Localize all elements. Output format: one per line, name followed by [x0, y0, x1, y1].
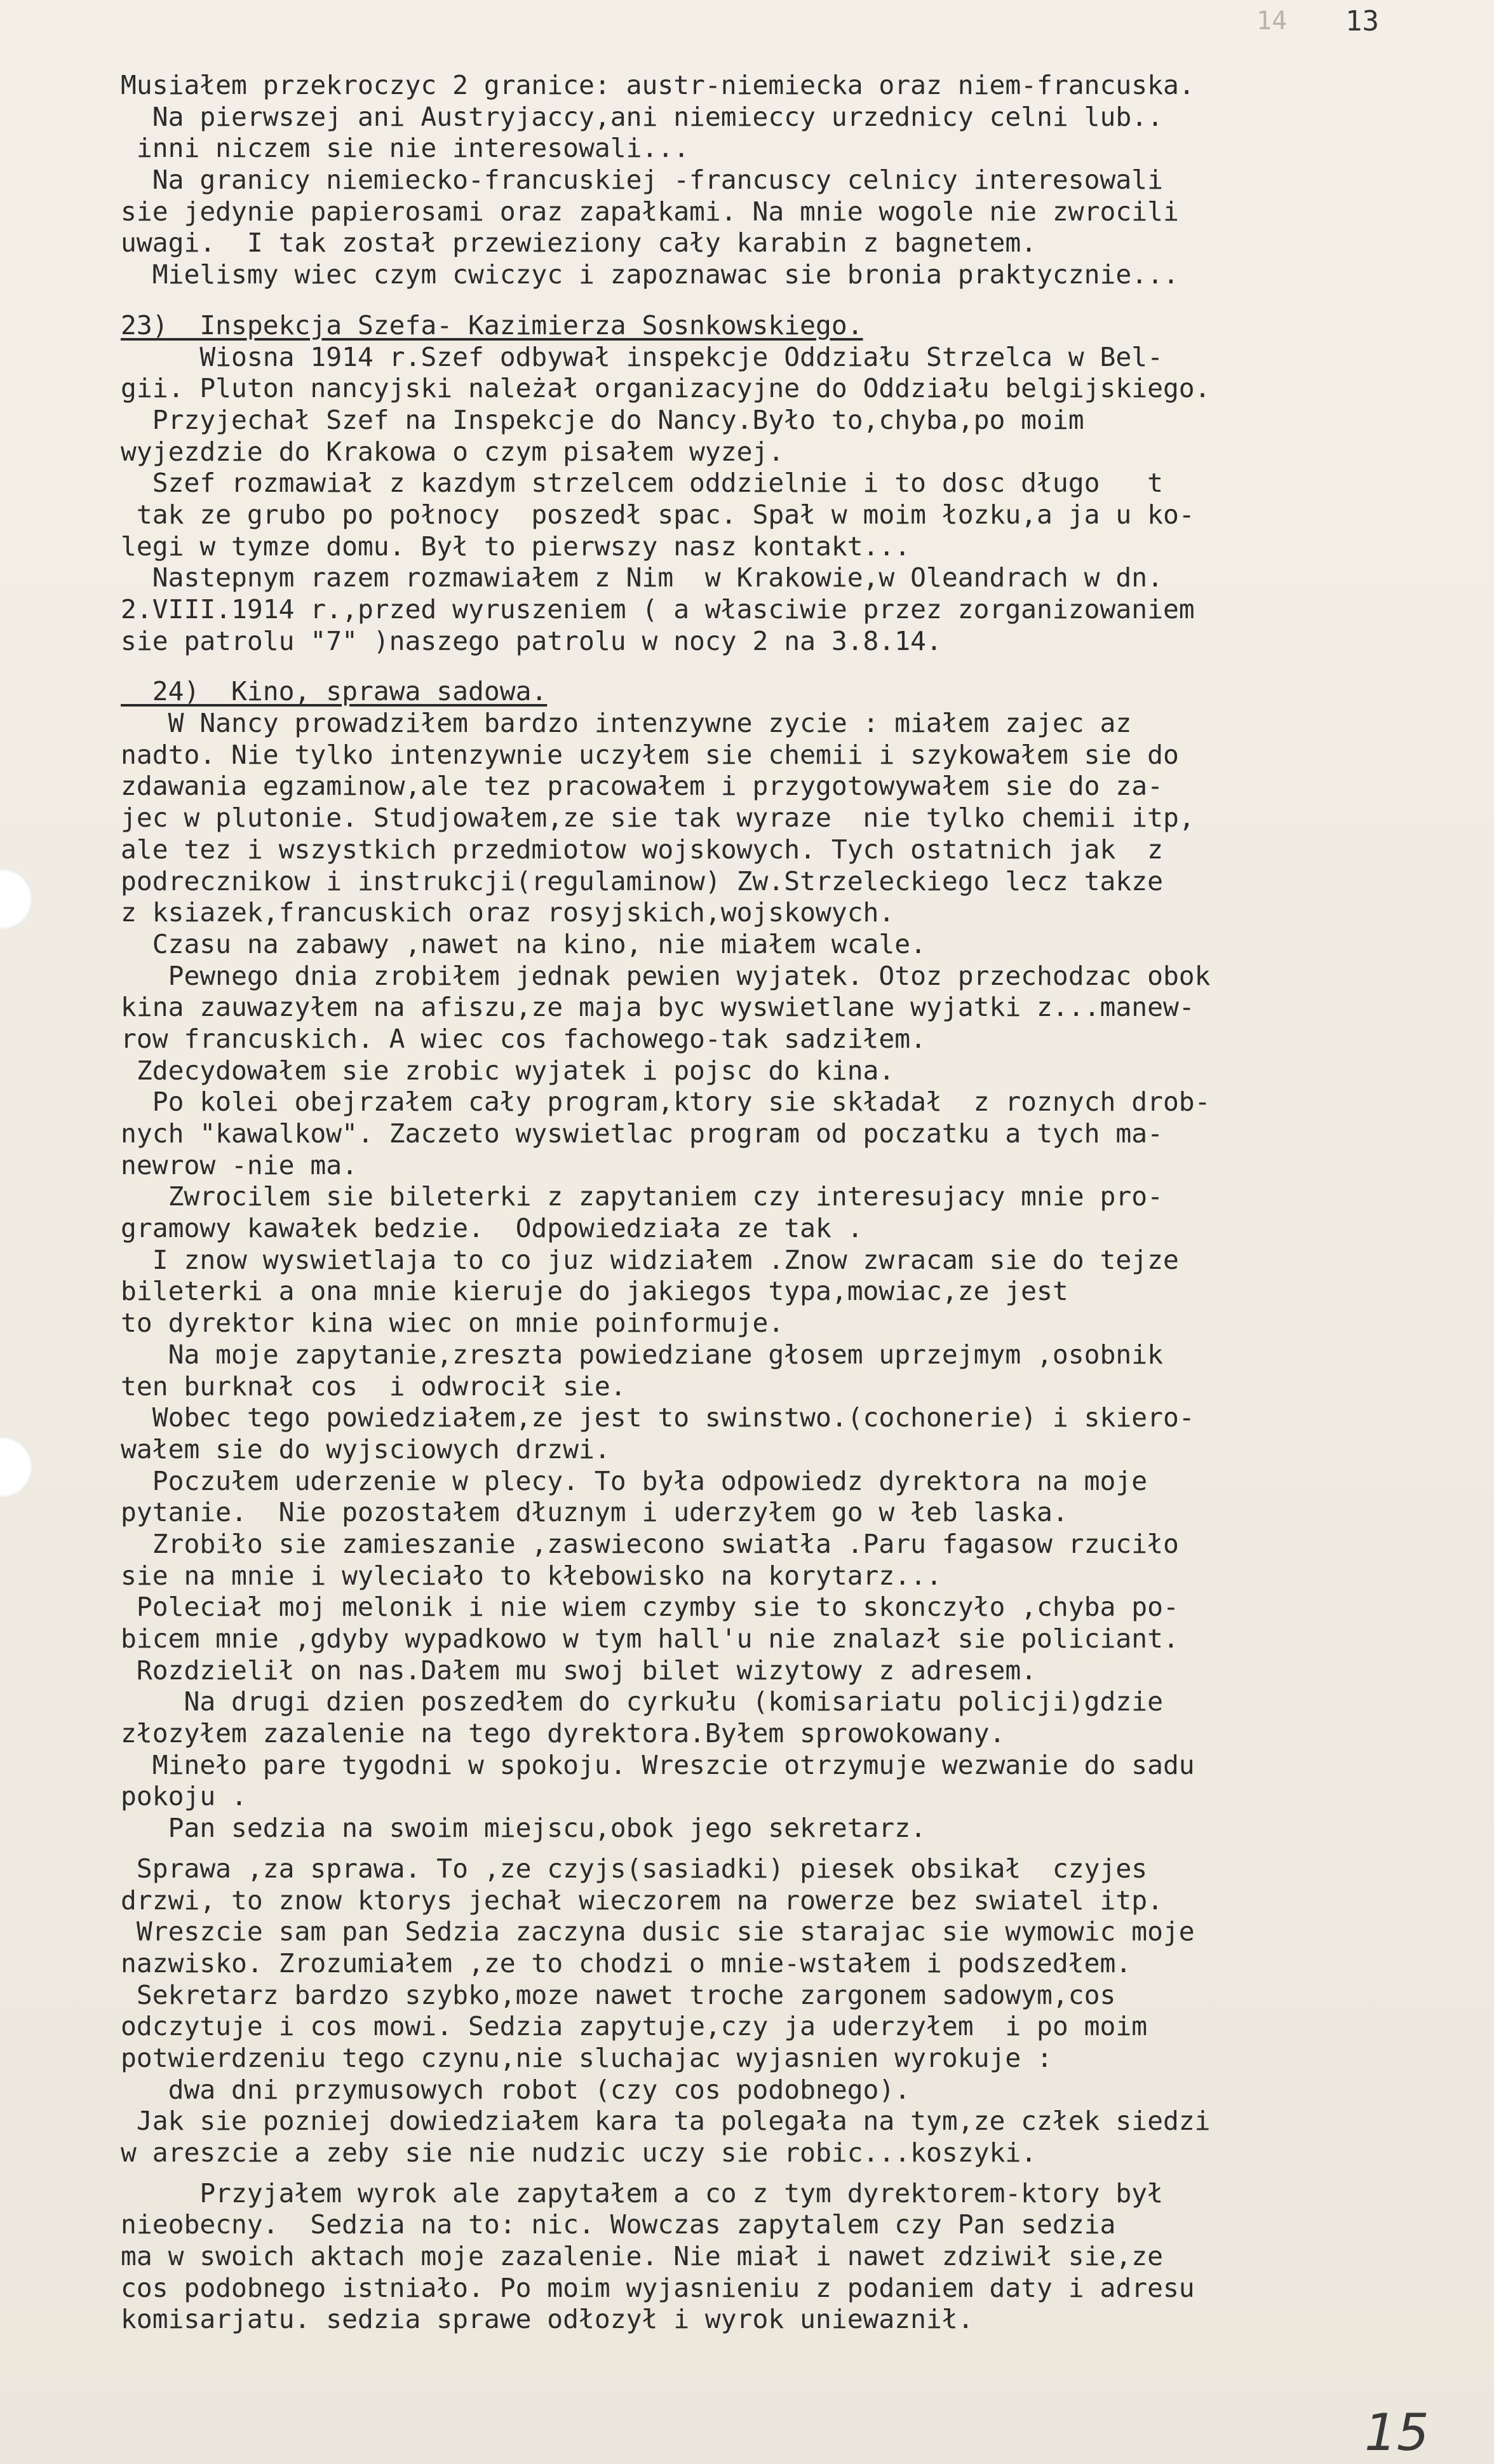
text-line: odczytuje i cos mowi. Sedzia zapytuje,czy ja uderzyłem i po moim — [121, 2011, 1148, 2042]
text-line: Po kolei obejrzałem cały program,ktory sie składał z roznych drob- — [121, 1086, 1211, 1118]
section-heading-24: 24) Kino, sprawa sadowa. — [121, 676, 548, 707]
text-line: drzwi, to znow ktorys jechał wieczorem na rowerze bez swiatel itp. — [121, 1885, 1163, 1916]
text-line: to dyrektor kina wiec on mnie poinformuje. — [121, 1308, 784, 1339]
text-line: nieobecny. Sedzia na to: nic. Wowczas zapytalem czy Pan sedzia — [121, 2209, 1116, 2240]
text-line: Na granicy niemiecko-francuskiej -francuscy celnicy interesowali — [121, 165, 1163, 196]
text-line: legi w tymze domu. Był to pierwszy nasz kontakt... — [121, 531, 911, 562]
text-line: nadto. Nie tylko intenzywnie uczyłem sie chemii i szykowałem sie do — [121, 739, 1179, 770]
text-line: zdawania egzaminow,ale tez pracowałem i przygotowywałem sie do za- — [121, 771, 1163, 802]
text-line: Pewnego dnia zrobiłem jednak pewien wyjatek. Otoz przechodzac obok — [121, 960, 1211, 991]
text-line: wyjezdzie do Krakowa o czym pisałem wyzej. — [121, 436, 784, 467]
text-line: Przyjechał Szef na Inspekcje do Nancy.Było to,chyba,po moim — [121, 404, 1084, 435]
text-line: Rozdzielił on nas.Dałem mu swoj bilet wizytowy z adresem. — [121, 1655, 1037, 1686]
text-line: bicem mnie ,gdyby wypadkowo w tym hall'u nie znalazł sie policiant. — [121, 1623, 1179, 1654]
text-line: w areszcie a zeby sie nie nudzic uczy sie robic...koszyki. — [121, 2137, 1037, 2168]
page-number: 13 — [1345, 5, 1379, 37]
text-line: bileterki a ona mnie kieruje do jakiegos typa,mowiac,ze jest — [121, 1276, 1068, 1307]
section-heading-23: 23) Inspekcja Szefa- Kazimierza Sosnkowskiego. — [121, 309, 863, 341]
text-line: kina zauwazyłem na afiszu,ze maja byc wyswietlane wyjatki z...manew- — [121, 992, 1195, 1023]
text-line: gii. Pluton nancyjski należał organizacyjne do Oddziału belgijskiego. — [121, 373, 1211, 404]
text-line: Poczułem uderzenie w plecy. To była odpowiedz dyrektora na moje — [121, 1465, 1148, 1496]
text-line: nazwisko. Zrozumiałem ,ze to chodzi o mnie-wstałem i podszedłem. — [121, 1947, 1132, 1979]
text-line: cos podobnego istniało. Po moim wyjasnieniu z podaniem daty i adresu — [121, 2272, 1195, 2303]
text-line: Szef rozmawiał z kazdym strzelcem oddzielnie i to dosc długo t — [121, 468, 1163, 499]
text-line: Poleciał moj melonik i nie wiem czymby sie to skonczyło ,chyba po- — [121, 1592, 1179, 1623]
text-line: nych "kawalkow". Zaczeto wyswietlac program od poczatku a tych ma- — [121, 1118, 1163, 1149]
text-line: tak ze grubo po połnocy poszedł spac. Spał w moim łozku,a ja u ko- — [121, 499, 1195, 530]
text-line: ma w swoich aktach moje zazalenie. Nie miał i nawet zdziwił sie,ze — [121, 2241, 1163, 2272]
text-line: Mielismy wiec czym cwiczyc i zapoznawac sie bronia praktycznie... — [121, 259, 1179, 290]
text-line: Pan sedzia na swoim miejscu,obok jego sekretarz. — [121, 1813, 927, 1844]
text-line: ale tez i wszystkich przedmiotow wojskowych. Tych ostatnich jak z — [121, 834, 1163, 865]
text-line: Sprawa ,za sprawa. To ,ze czyjs(sasiadki) piesek obsikał czyjes — [121, 1853, 1148, 1884]
text-line: Mineło pare tygodni w spokoju. Wreszcie otrzymuje wezwanie do sadu — [121, 1749, 1195, 1780]
text-line: Wiosna 1914 r.Szef odbywał inspekcje Oddziału Strzelca w Bel- — [121, 341, 1163, 372]
text-line: row francuskich. A wiec cos fachowego-tak sadziłem. — [121, 1023, 927, 1054]
faint-page-number: 14 — [1256, 6, 1288, 36]
text-line: Sekretarz bardzo szybko,moze nawet troche zargonem sadowym,cos — [121, 1979, 1116, 2010]
typed-text-body — [121, 70, 1467, 2336]
text-line: sie jedynie papierosami oraz zapałkami. Na mnie wogole nie zwrocili — [121, 196, 1179, 227]
text-line: uwagi. I tak został przewieziony cały karabin z bagnetem. — [121, 227, 1037, 259]
text-line: Na moje zapytanie,zreszta powiedziane głosem uprzejmym ,osobnik — [121, 1339, 1163, 1370]
punch-hole-upper — [0, 869, 33, 929]
text-line: W Nancy prowadziłem bardzo intenzywne zycie : miałem zajec az — [121, 708, 1132, 739]
text-line: podrecznikow i instrukcji(regulaminow) Zw.Strzeleckiego lecz takze — [121, 865, 1163, 897]
text-line: komisarjatu. sedzia sprawe odłozył i wyrok uniewaznił. — [121, 2304, 974, 2335]
handwritten-page-number: 15 — [1364, 2403, 1429, 2462]
punch-hole-lower — [0, 1437, 33, 1497]
text-line: sie na mnie i wyleciało to kłebowisko na korytarz... — [121, 1560, 942, 1591]
text-line: 2.VIII.1914 r.,przed wyruszeniem ( a własciwie przez zorganizowaniem — [121, 594, 1195, 625]
text-line: Zwrocilem sie bileterki z zapytaniem czy interesujacy mnie pro- — [121, 1181, 1163, 1212]
text-line: gramowy kawałek bedzie. Odpowiedziała ze tak . — [121, 1213, 863, 1244]
text-line: newrow -nie ma. — [121, 1149, 358, 1181]
text-line: Wobec tego powiedziałem,ze jest to swinstwo.(cochonerie) i skiero- — [121, 1402, 1195, 1433]
text-line: ten burknał cos i odwrocił sie. — [121, 1371, 626, 1402]
text-line: Na pierwszej ani Austryjaccy,ani niemieccy urzednicy celni lub.. — [121, 101, 1163, 132]
text-line: I znow wyswietlaja to co juz widziałem .Znow zwracam sie do tejze — [121, 1244, 1179, 1275]
text-line: Nastepnym razem rozmawiałem z Nim w Krakowie,w Oleandrach w dn. — [121, 562, 1163, 593]
text-line: pytanie. Nie pozostałem dłuznym i uderzyłem go w łeb laska. — [121, 1497, 1068, 1528]
text-line: Przyjałem wyrok ale zapytałem a co z tym dyrektorem-ktory był — [121, 2177, 1163, 2209]
text-line: wałem sie do wyjsciowych drzwi. — [121, 1433, 610, 1465]
text-line: potwierdzeniu tego czynu,nie sluchajac wyjasnien wyrokuje : — [121, 2042, 1053, 2073]
text-line: Zrobiło sie zamieszanie ,zaswiecono swiatła .Paru fagasow rzuciło — [121, 1528, 1179, 1559]
text-line: z ksiazek,francuskich oraz rosyjskich,wojskowych. — [121, 897, 895, 928]
text-line: inni niczem sie nie interesowali... — [121, 133, 690, 164]
text-line: złozyłem zazalenie na tego dyrektora.Byłem sprowokowany. — [121, 1718, 1006, 1749]
text-line: Czasu na zabawy ,nawet na kino, nie miałem wcale. — [121, 928, 927, 959]
text-line: Zdecydowałem sie zrobic wyjatek i pojsc do kina. — [121, 1055, 895, 1086]
text-line: dwa dni przymusowych robot (czy cos podobnego). — [121, 2074, 911, 2105]
text-line: Jak sie pozniej dowiedziałem kara ta polegała na tym,ze człek siedzi — [121, 2106, 1211, 2137]
text-line: jec w plutonie. Studjowałem,ze sie tak wyraze nie tylko chemii itp, — [121, 802, 1195, 834]
text-line: Na drugi dzien poszedłem do cyrkułu (komisariatu policji)gdzie — [121, 1686, 1163, 1717]
text-line: Musiałem przekroczyc 2 granice: austr-niemiecka oraz niem-francuska. — [121, 70, 1195, 100]
text-line: pokoju . — [121, 1781, 247, 1812]
text-line: sie patrolu "7" )naszego patrolu w nocy 2 na 3.8.14. — [121, 625, 942, 656]
text-line: Wreszcie sam pan Sedzia zaczyna dusic sie starajac sie wymowic moje — [121, 1916, 1195, 1947]
